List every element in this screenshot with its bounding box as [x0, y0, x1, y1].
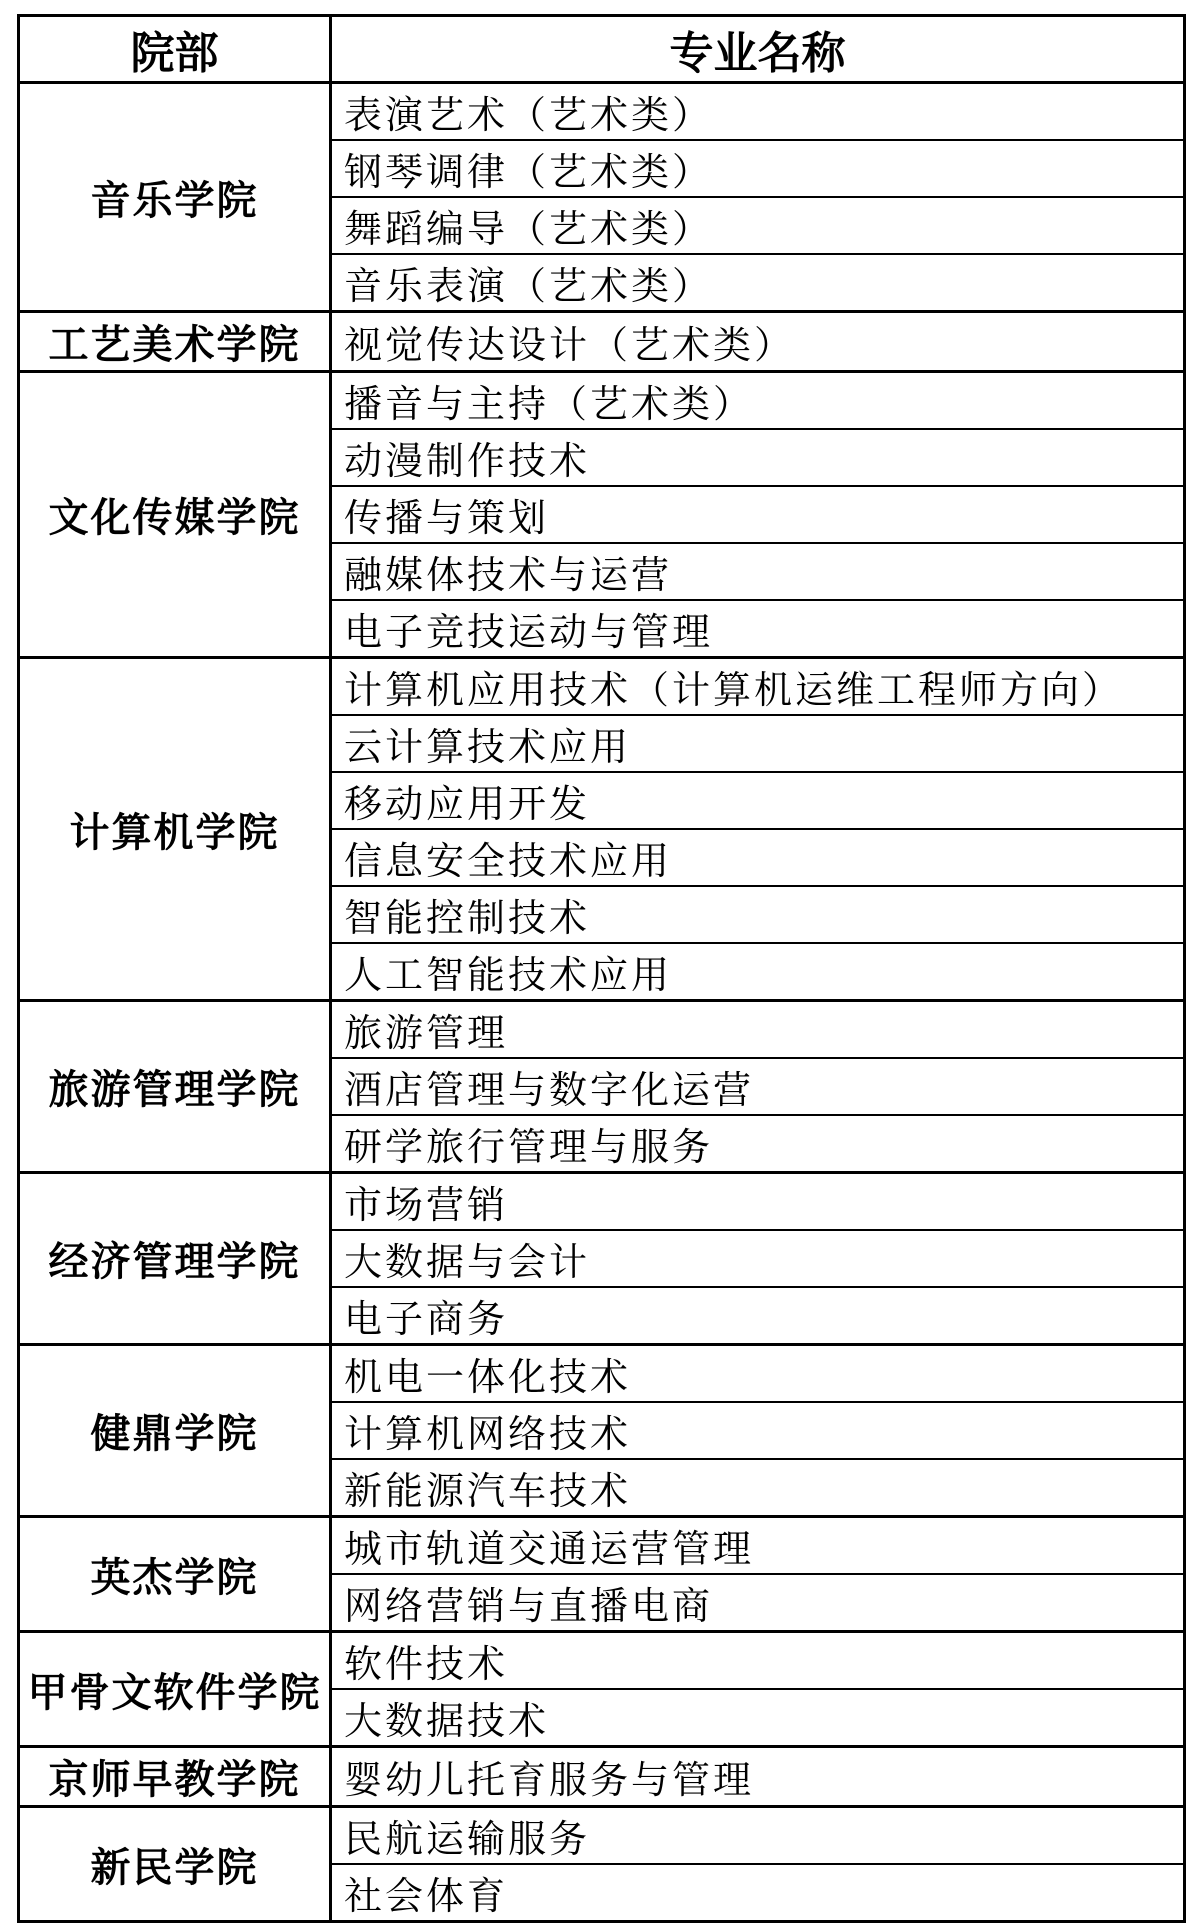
major-cell: 大数据与会计: [331, 1230, 1185, 1287]
major-cell: 社会体育: [331, 1864, 1185, 1922]
major-cell: 婴幼儿托育服务与管理: [331, 1747, 1185, 1807]
major-cell: 信息安全技术应用: [331, 829, 1185, 886]
department-cell: 文化传媒学院: [19, 372, 331, 658]
major-cell: 电子竞技运动与管理: [331, 600, 1185, 658]
department-cell: 京师早教学院: [19, 1747, 331, 1807]
table-row: [19, 1747, 1185, 1807]
major-cell: 大数据技术: [331, 1689, 1185, 1747]
col-header-major: 专业名称: [331, 16, 1185, 83]
department-cell: 健鼎学院: [19, 1345, 331, 1517]
major-cell: 智能控制技术: [331, 886, 1185, 943]
major-cell: 移动应用开发: [331, 772, 1185, 829]
major-cell: 研学旅行管理与服务: [331, 1115, 1185, 1173]
major-cell: 融媒体技术与运营: [331, 543, 1185, 600]
major-cell: 新能源汽车技术: [331, 1459, 1185, 1517]
major-cell: 传播与策划: [331, 486, 1185, 543]
table-row: [19, 1345, 1185, 1403]
major-cell: 市场营销: [331, 1173, 1185, 1231]
majors-table: [17, 14, 1186, 1923]
col-header-department: 院部: [19, 16, 331, 83]
major-cell: 民航运输服务: [331, 1807, 1185, 1865]
major-cell: 舞蹈编导（艺术类）: [331, 197, 1185, 254]
major-cell: 动漫制作技术: [331, 429, 1185, 486]
table-row: [19, 83, 1185, 141]
major-cell: 机电一体化技术: [331, 1345, 1185, 1403]
table-row: [19, 1517, 1185, 1575]
department-cell: 经济管理学院: [19, 1173, 331, 1345]
department-cell: 英杰学院: [19, 1517, 331, 1632]
major-cell: 钢琴调律（艺术类）: [331, 140, 1185, 197]
department-cell: 甲骨文软件学院: [19, 1632, 331, 1747]
department-cell: 音乐学院: [19, 83, 331, 312]
major-cell: 表演艺术（艺术类）: [331, 83, 1185, 141]
table-row: [19, 372, 1185, 430]
department-cell: 计算机学院: [19, 658, 331, 1001]
department-cell: 旅游管理学院: [19, 1001, 331, 1173]
major-cell: 酒店管理与数字化运营: [331, 1058, 1185, 1115]
major-cell: 城市轨道交通运营管理: [331, 1517, 1185, 1575]
major-cell: 音乐表演（艺术类）: [331, 254, 1185, 312]
table-row: [19, 1001, 1185, 1059]
major-cell: 视觉传达设计（艺术类）: [331, 312, 1185, 372]
major-cell: 计算机应用技术（计算机运维工程师方向）: [331, 658, 1185, 716]
major-cell: 云计算技术应用: [331, 715, 1185, 772]
major-cell: 电子商务: [331, 1287, 1185, 1345]
major-cell: 网络营销与直播电商: [331, 1574, 1185, 1632]
table-row: [19, 312, 1185, 372]
major-cell: 计算机网络技术: [331, 1402, 1185, 1459]
department-cell: 工艺美术学院: [19, 312, 331, 372]
major-cell: 旅游管理: [331, 1001, 1185, 1059]
table-row: [19, 658, 1185, 716]
department-cell: 新民学院: [19, 1807, 331, 1922]
major-cell: 播音与主持（艺术类）: [331, 372, 1185, 430]
table-row: [19, 1632, 1185, 1690]
table-row: [19, 1807, 1185, 1865]
header-row: [19, 16, 1185, 83]
table-row: [19, 1173, 1185, 1231]
major-cell: 软件技术: [331, 1632, 1185, 1690]
major-cell: 人工智能技术应用: [331, 943, 1185, 1001]
